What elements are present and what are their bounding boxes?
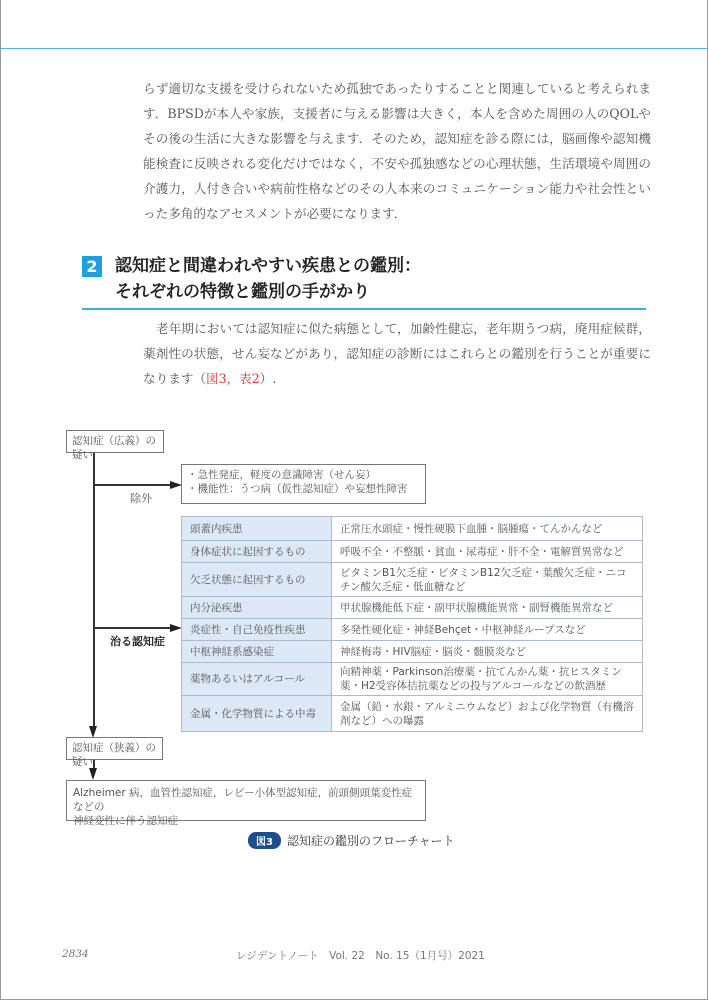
body-paragraph: らず適切な支援を受けられないため孤独であったりすることと関連していると考えられます．BPSDが本人や家族，支援者に与える影響は大きく，本人を含めた周囲の人のQOLやその後の生活に大きな影響を与えます．そのため，認知症を診る際には，脳画像や認知機能検査に反映される変化だけではなく，不安や孤独感などの心理状態，生活環境や周囲の介護力，人付き合いや病前性格などのその人本来のコミュニケーション能力や社会性といった多角的なアセスメントが必要になります．	[143, 81, 651, 221]
treatable-table	[181, 516, 643, 732]
exclude-label: 除外	[130, 492, 152, 505]
examples-cell: 甲状腺機能低下症・副甲状腺機能異常・副腎機能異常など	[332, 597, 643, 619]
exclude-item: ・機能性：うつ病（仮性認知症）や妄想性障害	[187, 483, 408, 495]
category-cell: 頭蓋内疾患	[182, 517, 332, 541]
category-cell: 薬物あるいはアルコール	[182, 663, 332, 696]
journal-footer: レジデントノート Vol. 22 No. 15（1月号）2021	[236, 950, 485, 962]
table-row	[182, 541, 643, 563]
paragraph-text: 老年期においては認知症に似た病態として，加齢性健忘，老年期うつ病，廃用症候群，薬剤性の状態，せん妄などがあり，認知症の診断にはこれらとの鑑別を行うことが重要になります（	[143, 321, 651, 386]
table-row	[182, 563, 643, 597]
final-line: 神経変性に伴う認知症	[73, 815, 178, 827]
narrow-box: 認知症（狭義）の疑い	[66, 737, 163, 760]
section-rule	[82, 308, 646, 310]
category-cell: 内分泌疾患	[182, 597, 332, 619]
start-box: 認知症（広義）の疑い	[66, 430, 164, 453]
examples-cell: ビタミンB1欠乏症・ビタミンB12欠乏症・葉酸欠乏症・ニコチン酸欠乏症・低血糖など	[332, 563, 643, 597]
ref-separator: ，	[226, 371, 240, 386]
main-connector	[93, 453, 95, 727]
section-title-line1: 認知症と間違われやすい疾患との鑑別：	[115, 256, 421, 276]
exclude-item: ・急性発症，軽度の意識障害（せん妄）	[187, 469, 376, 481]
table-ref-link[interactable]: 表2	[239, 371, 260, 386]
category-cell: 炎症性・自己免疫性疾患	[182, 619, 332, 641]
examples-cell: 正常圧水頭症・慢性硬膜下血腫・脳腫瘍・てんかんなど	[332, 517, 643, 541]
examples-cell: 多発性硬化症・神経Behçet・中枢神経ループスなど	[332, 619, 643, 641]
treatable-connector	[93, 627, 171, 629]
section-heading	[115, 253, 421, 305]
category-cell: 金属・化学物質による中毒	[182, 696, 332, 732]
treatable-label: 治る認知症	[110, 635, 165, 648]
arrow-down-icon	[89, 768, 97, 780]
figure-caption	[248, 832, 455, 849]
table-row	[182, 619, 643, 641]
category-cell: 身体症状に起因するもの	[182, 541, 332, 563]
table-row	[182, 696, 643, 732]
body-paragraph-2	[143, 316, 651, 391]
category-cell: 中枢神経系感染症	[182, 641, 332, 663]
table-row	[182, 597, 643, 619]
exclude-connector	[93, 484, 171, 486]
table-row	[182, 517, 643, 541]
section-title-line2: それぞれの特徴と鑑別の手がかり	[115, 282, 370, 302]
examples-cell: 金属（鉛・水銀・アルミニウムなど）および化学物質（有機溶剤など）への曝露	[332, 696, 643, 732]
section-number-badge: 2	[82, 256, 102, 277]
table-row	[182, 641, 643, 663]
final-box	[66, 780, 426, 827]
final-line: Alzheimer 病，血管性認知症，レビー小体型認知症，前頭側頭葉変性症などの	[73, 787, 413, 813]
page-number: 2834	[62, 948, 89, 960]
figure-ref-link[interactable]: 図3	[205, 371, 227, 386]
header-rule	[0, 48, 708, 49]
table-row	[182, 663, 643, 696]
examples-cell: 呼吸不全・不整脈・貧血・尿毒症・肝不全・電解質異常など	[332, 541, 643, 563]
paragraph-end: ）.	[259, 371, 277, 386]
exclude-box	[181, 464, 426, 504]
examples-cell: 神経梅毒・HIV脳症・脳炎・髄膜炎など	[332, 641, 643, 663]
category-cell: 欠乏状態に起因するもの	[182, 563, 332, 597]
examples-cell: 向精神薬・Parkinson治療薬・抗てんかん薬・抗ヒスタミン薬・H2受容体拮抗薬などの投与アルコールなどの飲酒歴	[332, 663, 643, 696]
caption-text: 認知症の鑑別のフローチャート	[286, 834, 455, 848]
figure-badge: 図3	[248, 832, 281, 849]
